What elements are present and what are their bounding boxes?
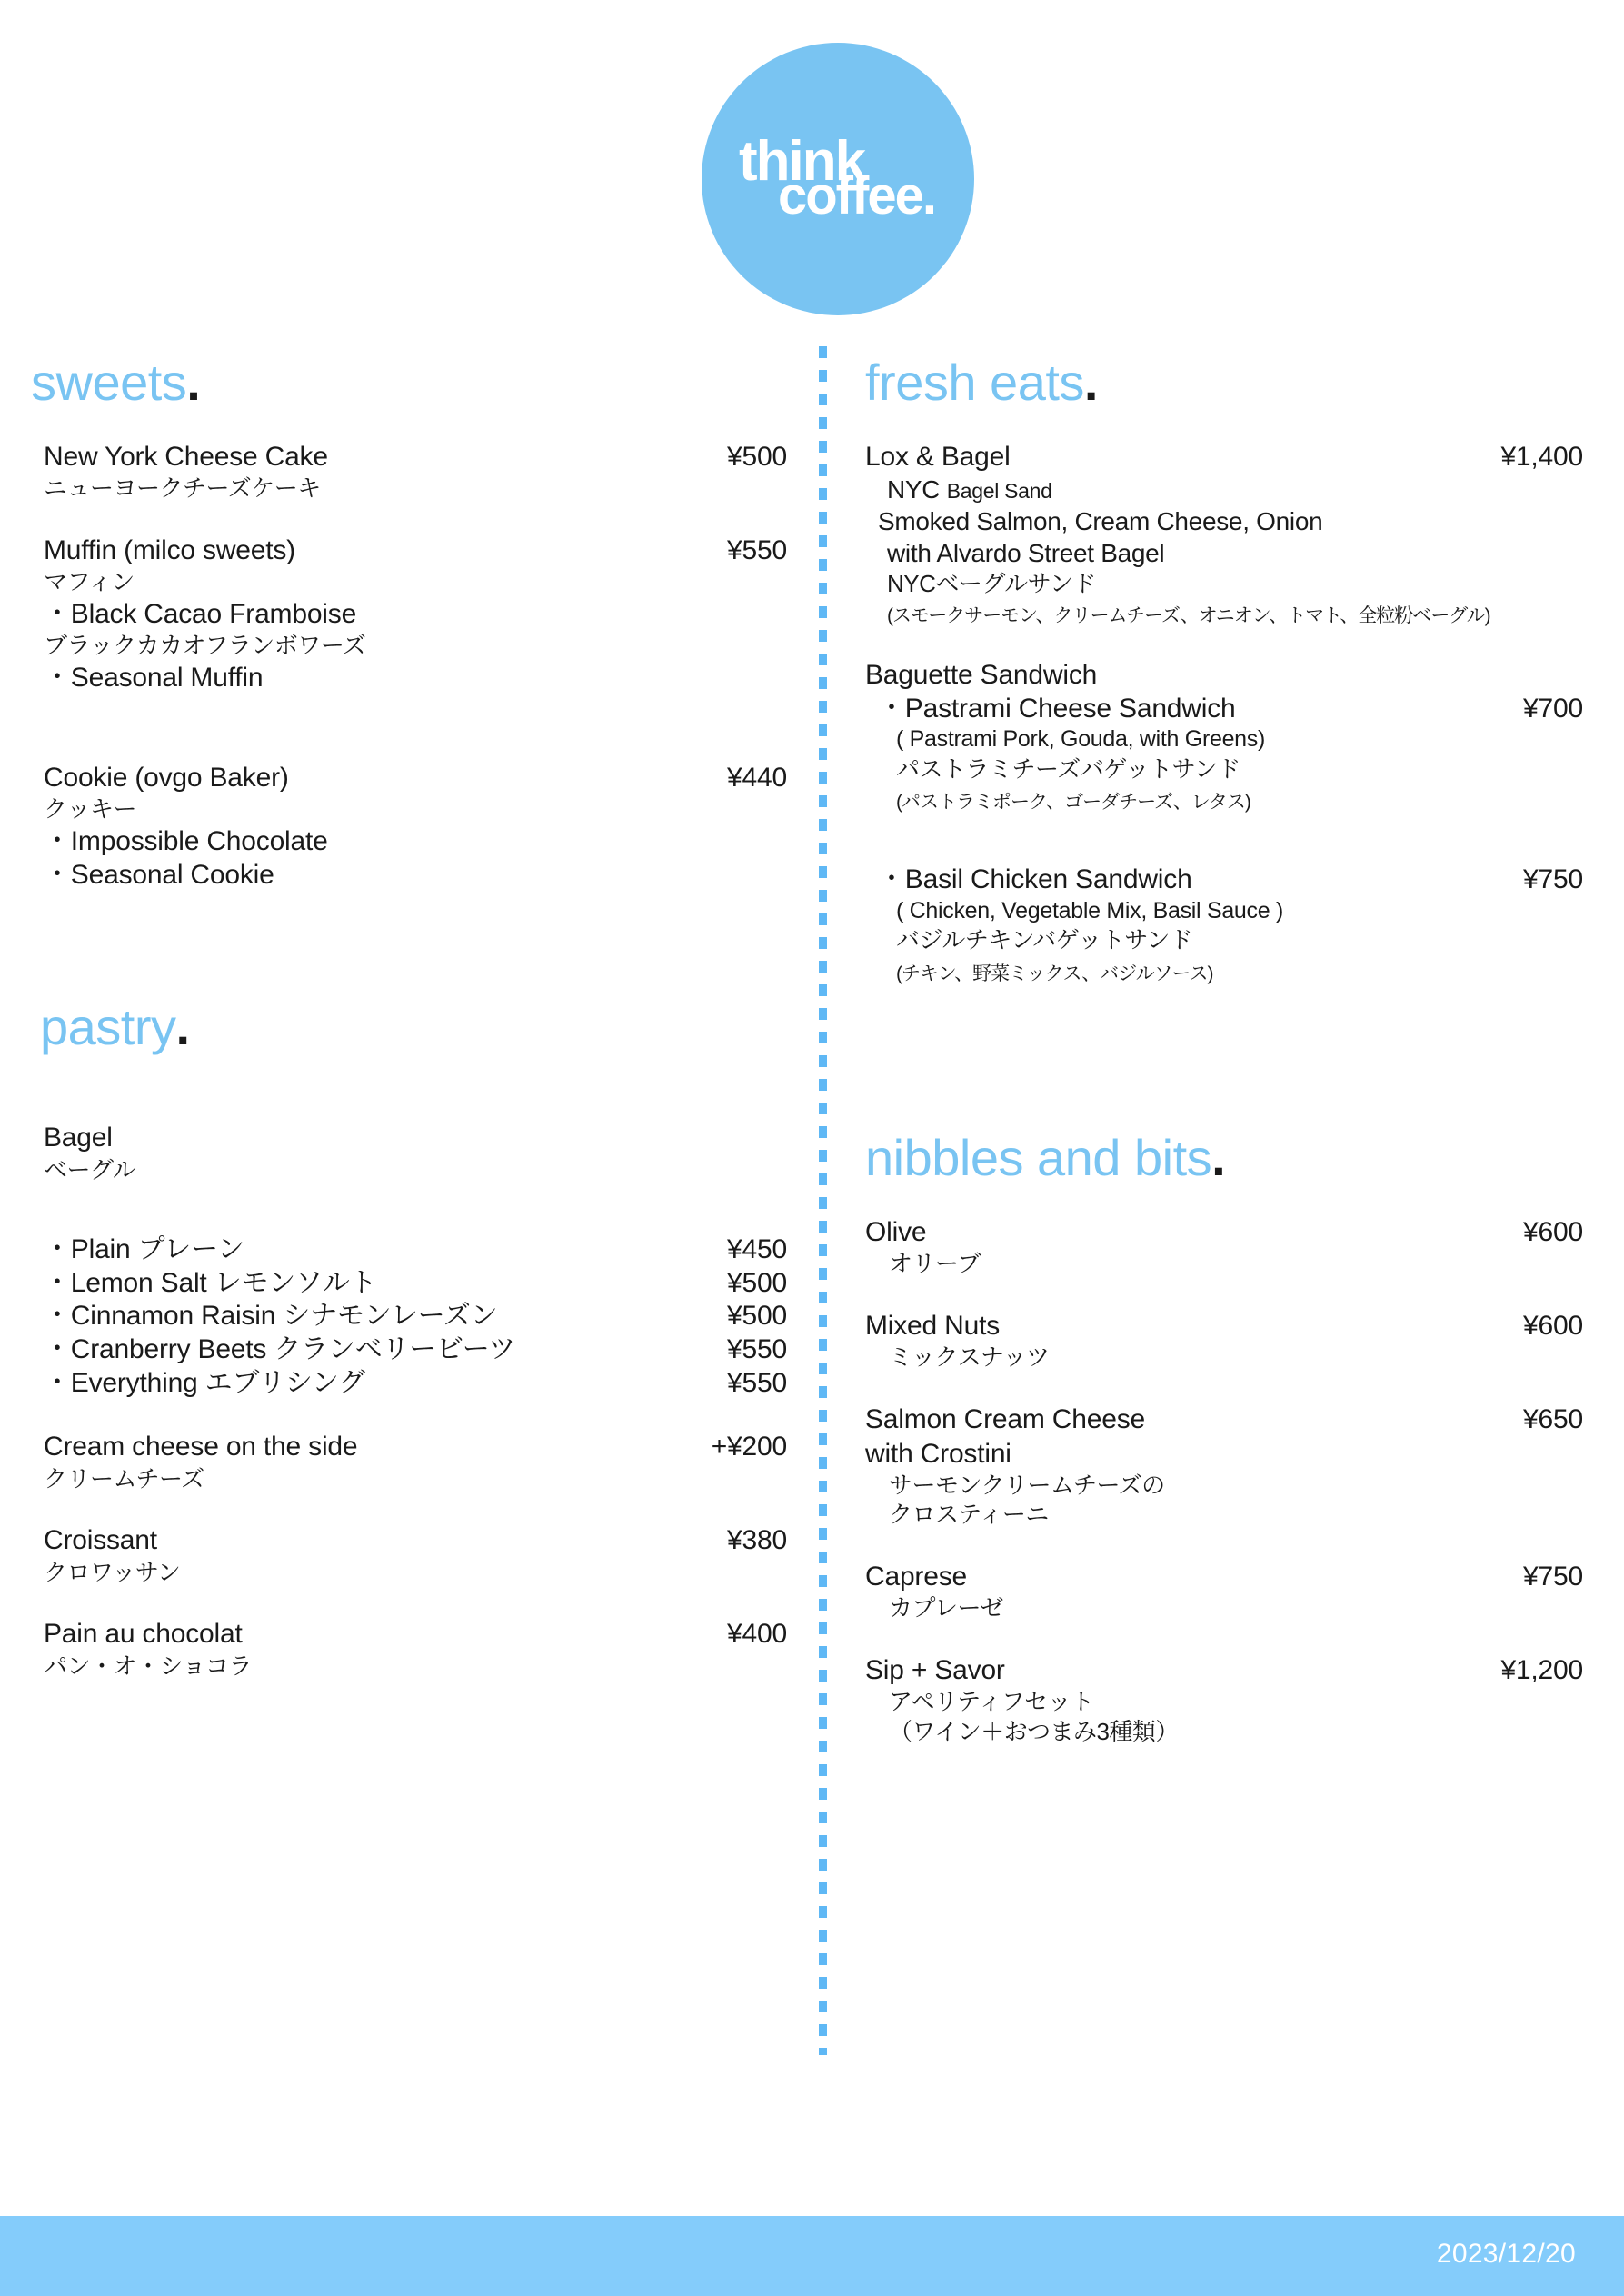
item-price: ¥500 — [727, 1267, 787, 1298]
item-name: ・Everything エブリシング — [44, 1367, 365, 1398]
section-heading-sweets-dot: . — [186, 354, 201, 411]
item-name-japanese: マフィン — [44, 568, 135, 596]
section-heading-fresh-eats-label: fresh eats — [865, 354, 1084, 411]
menu-item-mixed-nuts — [865, 1310, 1583, 1343]
column-divider-dotted-line — [819, 346, 827, 2055]
item-price: ¥1,200 — [1500, 1654, 1583, 1685]
item-variant-japanese: ブラックカカオフランボワーズ — [44, 632, 366, 660]
item-description-japanese: (パストラミポーク、ゴーダチーズ、レタス) — [896, 792, 1250, 814]
item-name-japanese: パン・オ・ショコラ — [44, 1652, 252, 1680]
section-heading-pastry — [31, 998, 787, 1056]
item-name: Pain au chocolat — [44, 1619, 243, 1650]
item-price: ¥550 — [727, 1334, 787, 1364]
item-description-nyc: NYC — [887, 475, 941, 504]
item-name: Croissant — [44, 1525, 157, 1556]
think-coffee-logo — [702, 43, 974, 315]
menu-item-pain-au-chocolat — [31, 1618, 787, 1652]
item-description-line-1 — [865, 474, 1583, 505]
logo-wordmark — [702, 43, 974, 315]
menu-item-muffin — [31, 534, 787, 568]
section-heading-nibbles-label: nibbles and bits — [865, 1128, 1212, 1186]
section-heading-fresh-eats — [865, 356, 1583, 410]
item-name: Olive — [865, 1216, 927, 1247]
section-heading-sweets-label: sweets — [31, 354, 187, 411]
menu-item-cream-cheese-on-the-side — [31, 1431, 787, 1464]
item-price: ¥550 — [727, 1367, 787, 1398]
menu-item-salmon-cream-cheese-with-crostini — [865, 1403, 1583, 1437]
logo-think-text: think — [739, 130, 865, 193]
item-variant-seasonal-cookie: ・Seasonal Cookie — [44, 860, 274, 891]
bagel-flavor-plain — [31, 1233, 787, 1267]
item-price: ¥700 — [1523, 693, 1583, 724]
menu-item-cookie — [31, 762, 787, 795]
item-name-japanese: ミックスナッツ — [889, 1343, 1050, 1372]
bagel-flavor-cinnamon-raisin — [31, 1300, 787, 1333]
logo-coffee-text: coffee. — [778, 166, 935, 225]
item-name-japanese: ベーグル — [44, 1155, 136, 1183]
section-heading-pastry-label: pastry — [40, 998, 176, 1056]
item-name: ・Lemon Salt レモンソルト — [44, 1267, 377, 1298]
item-name-japanese: バジルチキンバゲットサンド — [896, 926, 1193, 954]
footer-date: 2023/12/20 — [1436, 2239, 1576, 2269]
item-name: Lox & Bagel — [865, 441, 1011, 472]
item-price: ¥600 — [1523, 1216, 1583, 1247]
item-name-japanese: クッキー — [44, 795, 137, 824]
item-price: ¥550 — [727, 534, 787, 565]
item-description-english: ( Pastrami Pork, Gouda, with Greens) — [896, 726, 1266, 753]
item-name-japanese: アペリティフセット — [889, 1688, 1094, 1716]
item-name-line-2: with Crostini — [865, 1438, 1011, 1469]
left-column — [31, 356, 787, 1681]
item-name-japanese: オリーブ — [889, 1250, 981, 1278]
item-description-line-2: Smoked Salmon, Cream Cheese, Onion — [878, 507, 1323, 536]
menu-item-pastrami-cheese-sandwich — [865, 693, 1583, 726]
item-name: Sip + Savor — [865, 1654, 1005, 1685]
menu-item-croissant — [31, 1524, 787, 1558]
menu-item-basil-chicken-sandwich — [865, 863, 1583, 897]
item-name-japanese-line-2: クロスティーニ — [889, 1501, 1049, 1529]
item-name: Caprese — [865, 1561, 967, 1592]
bagel-flavor-lemon-salt — [31, 1267, 787, 1301]
item-description-english: ( Chicken, Vegetable Mix, Basil Sauce ) — [896, 897, 1284, 923]
item-description-japanese: (スモークサーモン、クリームチーズ、オニオン、トマト、全粒粉ベーグル) — [887, 604, 1490, 626]
item-price: ¥650 — [1523, 1403, 1583, 1434]
item-variant-impossible-chocolate: ・Impossible Chocolate — [44, 825, 328, 856]
item-price: ¥380 — [727, 1525, 787, 1556]
section-heading-sweets — [31, 356, 787, 410]
item-description-bagel-sand: Bagel Sand — [946, 479, 1052, 504]
item-price: +¥200 — [711, 1432, 787, 1462]
item-name: Mixed Nuts — [865, 1310, 1001, 1341]
menu-group-baguette-sandwich — [865, 659, 1583, 693]
section-heading-nibbles-dot: . — [1211, 1128, 1226, 1186]
menu-item-bagel — [31, 1122, 787, 1155]
section-heading-pastry-dot: . — [175, 998, 190, 1056]
item-name: ・Plain プレーン — [44, 1234, 245, 1265]
item-name: ・Basil Chicken Sandwich — [878, 864, 1192, 895]
item-name: Bagel — [44, 1123, 113, 1153]
item-name: ・Cinnamon Raisin シナモンレーズン — [44, 1301, 498, 1332]
item-name: Cream cheese on the side — [44, 1432, 358, 1462]
item-price: ¥500 — [727, 441, 787, 472]
item-name-japanese: ニューヨークチーズケーキ — [44, 474, 321, 503]
item-name-japanese: サーモンクリームチーズの — [889, 1471, 1165, 1499]
item-price: ¥750 — [1523, 1561, 1583, 1592]
item-price: ¥400 — [727, 1619, 787, 1650]
section-heading-nibbles-and-bits — [865, 1128, 1583, 1186]
menu-item-sip-plus-savor — [865, 1654, 1583, 1688]
bagel-flavor-everything — [31, 1367, 787, 1401]
item-description-line-3: with Alvardo Street Bagel — [887, 539, 1165, 568]
footer-bar — [0, 2216, 1624, 2296]
group-title: Baguette Sandwich — [865, 660, 1098, 691]
item-price: ¥450 — [727, 1234, 787, 1265]
item-name-japanese: カプレーゼ — [889, 1594, 1003, 1622]
menu-item-new-york-cheese-cake — [31, 441, 787, 474]
item-name: Muffin (milco sweets) — [44, 534, 295, 565]
right-column — [865, 356, 1583, 1746]
item-price: ¥1,400 — [1500, 441, 1583, 472]
item-description-japanese: （ワイン＋おつまみ3種類） — [889, 1717, 1179, 1745]
item-price: ¥500 — [727, 1301, 787, 1332]
section-heading-fresh-eats-dot: . — [1083, 354, 1098, 411]
item-price: ¥600 — [1523, 1310, 1583, 1341]
item-name: Salmon Cream Cheese — [865, 1403, 1146, 1434]
menu-item-caprese — [865, 1561, 1583, 1594]
item-price: ¥750 — [1523, 864, 1583, 895]
item-name: Cookie (ovgo Baker) — [44, 762, 289, 793]
item-name-japanese: パストラミチーズバゲットサンド — [896, 754, 1240, 783]
bagel-flavor-cranberry-beets — [31, 1333, 787, 1367]
item-variant-seasonal-muffin: ・Seasonal Muffin — [44, 662, 264, 693]
item-name-japanese: クリームチーズ — [44, 1464, 204, 1492]
item-name: ・Pastrami Cheese Sandwich — [878, 693, 1236, 724]
menu-item-lox-and-bagel — [865, 441, 1583, 474]
item-name-japanese: クロワッサン — [44, 1558, 181, 1586]
item-name-japanese: NYCベーグルサンド — [887, 570, 1096, 598]
item-price: ¥440 — [727, 762, 787, 793]
item-name: New York Cheese Cake — [44, 441, 328, 472]
item-variant-black-cacao-framboise: ・Black Cacao Framboise — [44, 598, 357, 629]
item-description-japanese: (チキン、野菜ミックス、バジルソース) — [896, 963, 1213, 984]
menu-item-olive — [865, 1216, 1583, 1250]
item-name: ・Cranberry Beets クランベリービーツ — [44, 1334, 516, 1364]
